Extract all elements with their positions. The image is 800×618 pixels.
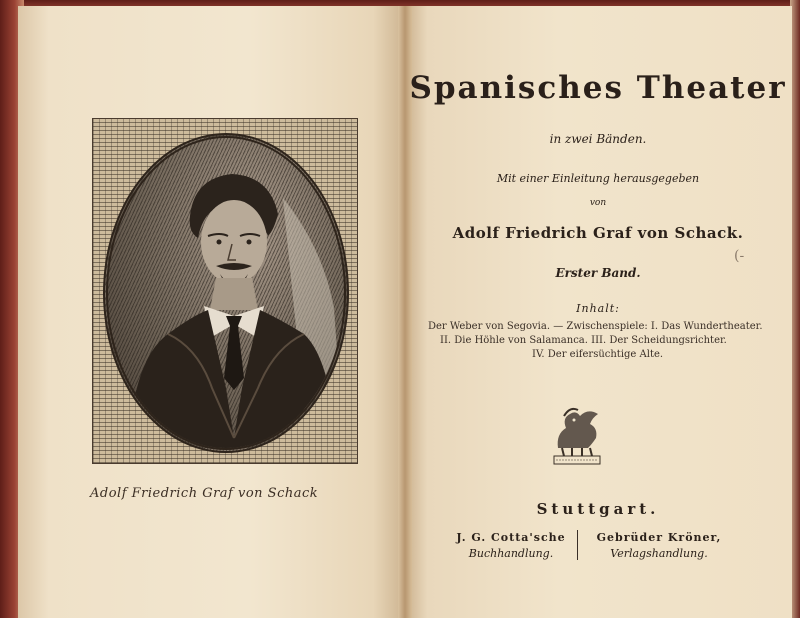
publisher-left-desc: Buchhandlung. — [468, 547, 554, 560]
book-title: Spanisches Theater — [409, 70, 787, 106]
frontispiece-engraving — [92, 118, 358, 464]
publisher-right-name: Gebrüder Kröner, — [596, 531, 722, 544]
introduction-line: Mit einer Einleitung herausgegeben — [496, 172, 700, 185]
publisher-left — [436, 530, 586, 562]
contents-list — [428, 320, 763, 362]
publication-place: Stuttgart. — [536, 500, 660, 518]
pencil-mark: (- — [734, 248, 745, 264]
publisher-griffin-emblem-icon — [548, 404, 606, 466]
portrait-oval — [103, 133, 349, 453]
publisher-divider — [577, 530, 578, 560]
author-signature: Adolf Friedrich Graf von Schack — [90, 486, 319, 501]
book-subtitle: in zwei Bänden. — [549, 132, 647, 146]
contents-line: II. Die Höhle von Salamanca. III. Der Scheidungsrichter. — [440, 335, 727, 346]
publisher-right — [584, 530, 734, 562]
contents-line: IV. Der eifersüchtige Alte. — [532, 349, 664, 360]
portrait-figure — [108, 138, 344, 448]
publisher-right-desc: Verlagshandlung. — [610, 547, 708, 560]
contents-line: Der Weber von Segovia. — Zwischenspiele: I. Das Wundertheater. — [428, 321, 763, 332]
editor-name: Adolf Friedrich Graf von Schack. — [452, 224, 744, 242]
von-line: von — [589, 198, 607, 208]
publisher-left-name: J. G. Cotta'sche — [456, 531, 566, 544]
contents-heading: Inhalt: — [576, 302, 620, 315]
volume-label: Erster Band. — [555, 266, 641, 280]
